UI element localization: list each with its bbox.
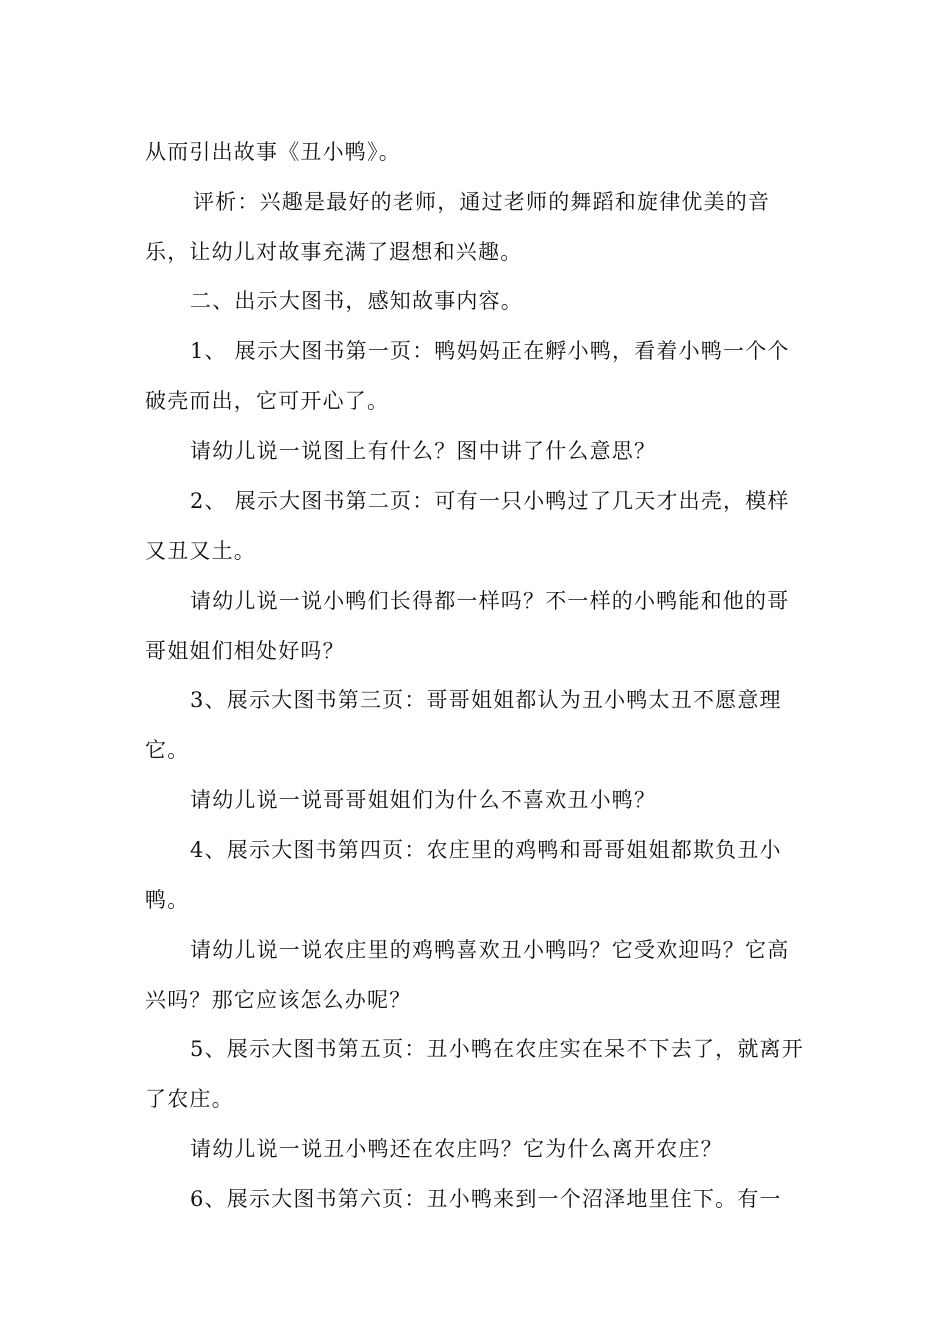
text-line: 哥姐姐们相处好吗？	[145, 639, 345, 663]
text-line: 5、展示大图书第五页：丑小鸭在农庄实在呆不下去了，就离开	[190, 1037, 804, 1061]
text-line: 6、展示大图书第六页：丑小鸭来到一个沼泽地里住下。有一	[190, 1187, 782, 1211]
text-line: 请幼儿说一说农庄里的鸡鸭喜欢丑小鸭吗？它受欢迎吗？它高	[190, 938, 790, 962]
text-line: 它。	[145, 738, 190, 762]
text-line: 鸭。	[145, 888, 190, 912]
text-line: 乐，让幼儿对故事充满了遐想和兴趣。	[145, 240, 523, 264]
text-line: 评析：兴趣是最好的老师，通过老师的舞蹈和旋律优美的音	[193, 190, 771, 214]
text-line: 兴吗？那它应该怎么办呢？	[145, 988, 412, 1012]
text-line: 请幼儿说一说图上有什么？图中讲了什么意思？	[190, 439, 657, 463]
text-line: 请幼儿说一说丑小鸭还在农庄吗？它为什么离开农庄？	[190, 1137, 723, 1161]
text-line: 破壳而出，它可开心了。	[145, 389, 390, 413]
text-line: 了农庄。	[145, 1087, 234, 1111]
text-line: 请幼儿说一说哥哥姐姐们为什么不喜欢丑小鸭？	[190, 788, 657, 812]
section-heading: 二、出示大图书，感知故事内容。	[190, 289, 523, 313]
text-line: 请幼儿说一说小鸭们长得都一样吗？不一样的小鸭能和他的哥	[190, 589, 790, 613]
text-line: 2、 展示大图书第二页：可有一只小鸭过了几天才出壳，模样	[190, 489, 790, 513]
text-line: 1、 展示大图书第一页：鸭妈妈正在孵小鸭，看着小鸭一个个	[190, 339, 790, 363]
text-line: 4、展示大图书第四页：农庄里的鸡鸭和哥哥姐姐都欺负丑小	[190, 838, 782, 862]
text-line: 从而引出故事《丑小鸭》。	[145, 140, 401, 164]
text-line: 3、展示大图书第三页：哥哥姐姐都认为丑小鸭太丑不愿意理	[190, 688, 782, 712]
text-line: 又丑又土。	[145, 539, 256, 563]
